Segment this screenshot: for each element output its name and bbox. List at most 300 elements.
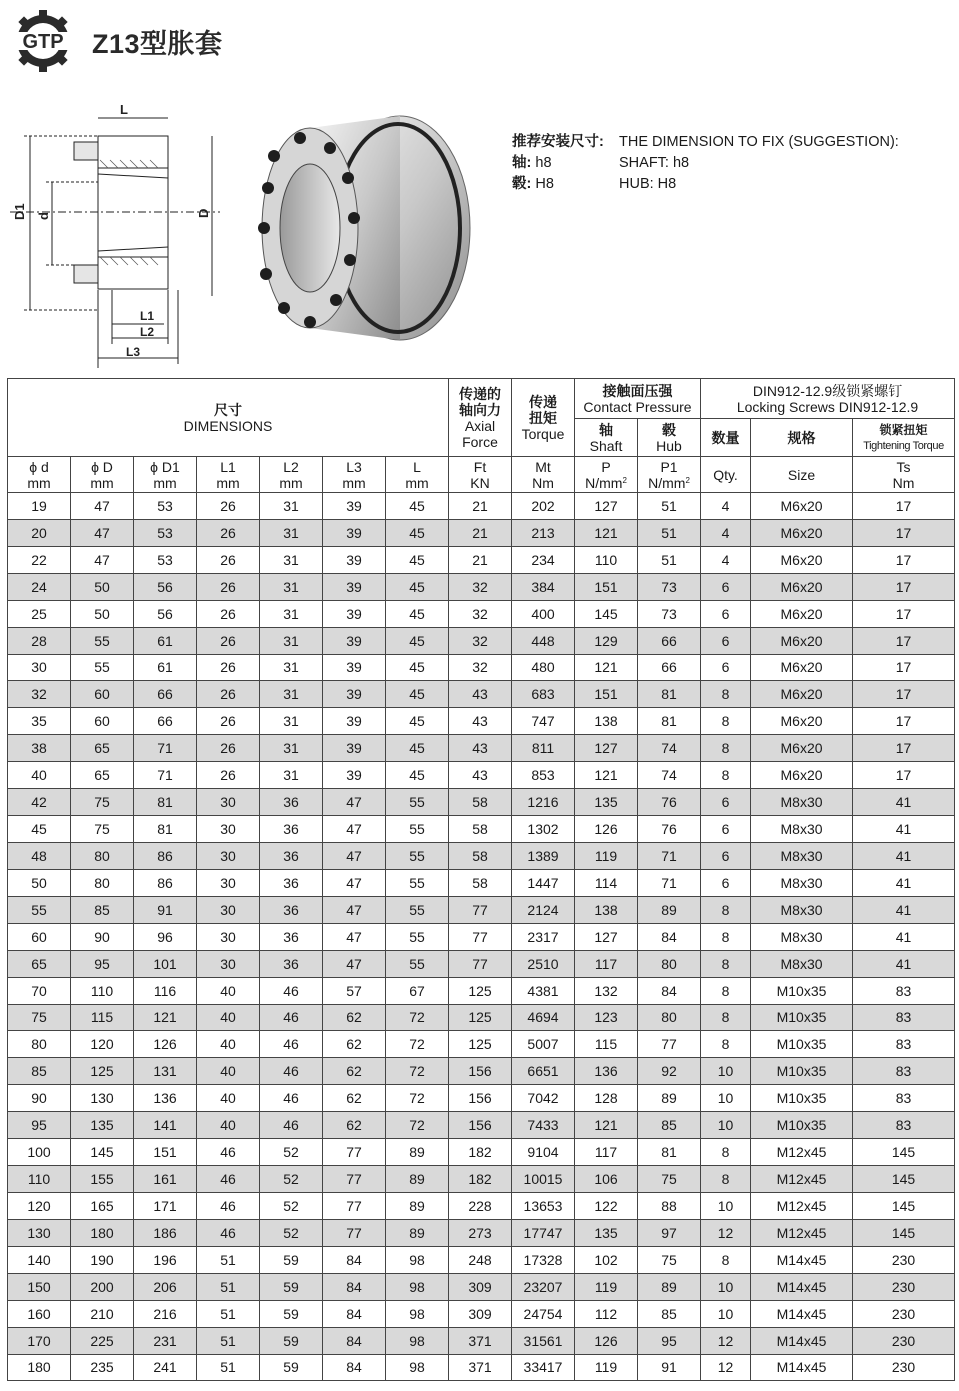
column-header: Size (751, 457, 853, 493)
table-cell: 17 (853, 681, 955, 708)
table-cell: 90 (71, 923, 134, 950)
label-L1: L1 (140, 309, 155, 323)
table-cell: 46 (260, 1112, 323, 1139)
table-cell: 1447 (512, 869, 575, 896)
table-cell: 46 (260, 1004, 323, 1031)
table-cell: 7433 (512, 1112, 575, 1139)
table-cell: M8x30 (751, 896, 853, 923)
table-cell: 138 (575, 708, 638, 735)
table-cell: 36 (260, 816, 323, 843)
table-cell: 55 (386, 816, 449, 843)
table-cell: 9104 (512, 1139, 575, 1166)
table-cell: 83 (853, 1031, 955, 1058)
table-cell: 102 (575, 1246, 638, 1273)
table-row (8, 1139, 955, 1166)
table-cell: 32 (449, 573, 512, 600)
gtp-gear-logo (6, 10, 80, 72)
table-row (8, 842, 955, 869)
table-cell: 114 (575, 869, 638, 896)
table-cell: 73 (638, 600, 701, 627)
table-cell: 46 (260, 977, 323, 1004)
table-cell: 127 (575, 493, 638, 520)
table-cell: 31 (260, 493, 323, 520)
table-cell: 39 (323, 681, 386, 708)
table-row (8, 950, 955, 977)
table-cell: 8 (701, 1139, 751, 1166)
table-cell: 135 (575, 1219, 638, 1246)
table-cell: 309 (449, 1273, 512, 1300)
table-cell: 84 (638, 923, 701, 950)
table-cell: 151 (134, 1139, 197, 1166)
table-cell: M6x20 (751, 708, 853, 735)
table-cell: 43 (449, 708, 512, 735)
table-cell: 46 (197, 1192, 260, 1219)
table-cell: 110 (71, 977, 134, 1004)
column-header: ϕ D mm (71, 457, 134, 493)
fit-hub-zh: 毂: (512, 176, 532, 192)
table-cell: 62 (323, 1031, 386, 1058)
table-cell: 17 (853, 627, 955, 654)
table-cell: 47 (323, 789, 386, 816)
table-cell: 106 (575, 1166, 638, 1193)
table-cell: 53 (134, 493, 197, 520)
table-cell: 17 (853, 519, 955, 546)
table-cell: 17 (853, 735, 955, 762)
table-cell: 31 (260, 762, 323, 789)
fit-hub-en: HUB: H8 (619, 176, 677, 192)
table-cell: 171 (134, 1192, 197, 1219)
table-cell: M6x20 (751, 546, 853, 573)
table-cell: 21 (449, 493, 512, 520)
table-cell: 45 (386, 681, 449, 708)
table-cell: 72 (386, 1085, 449, 1112)
table-row (8, 816, 955, 843)
table-cell: 84 (323, 1246, 386, 1273)
table-cell: 140 (8, 1246, 71, 1273)
table-cell: M8x30 (751, 842, 853, 869)
table-cell: M12x45 (751, 1219, 853, 1246)
table-cell: 86 (134, 842, 197, 869)
table-cell: 180 (8, 1354, 71, 1381)
table-cell: 230 (853, 1327, 955, 1354)
table-cell: 121 (134, 1004, 197, 1031)
table-cell: M6x20 (751, 654, 853, 681)
table-cell: 77 (449, 896, 512, 923)
table-cell: 200 (71, 1273, 134, 1300)
table-cell: 75 (638, 1166, 701, 1193)
table-cell: 26 (197, 627, 260, 654)
table-cell: 309 (449, 1300, 512, 1327)
table-cell: 55 (386, 950, 449, 977)
table-cell: 30 (197, 896, 260, 923)
table-cell: M8x30 (751, 816, 853, 843)
table-cell: 51 (638, 493, 701, 520)
table-cell: 75 (638, 1246, 701, 1273)
shaft-header: 轴 Shaft (575, 419, 638, 457)
table-cell: 151 (575, 573, 638, 600)
table-cell: 39 (323, 762, 386, 789)
table-cell: M6x20 (751, 735, 853, 762)
table-cell: 100 (8, 1139, 71, 1166)
table-cell: 160 (8, 1300, 71, 1327)
table-cell: 55 (386, 842, 449, 869)
table-cell: 39 (323, 519, 386, 546)
table-row (8, 977, 955, 1004)
table-cell: 145 (853, 1166, 955, 1193)
table-cell: 12 (701, 1354, 751, 1381)
table-cell: 43 (449, 762, 512, 789)
table-cell: 62 (323, 1004, 386, 1031)
table-cell: 46 (260, 1031, 323, 1058)
table-cell: M6x20 (751, 762, 853, 789)
size-header-zh: 规格 (751, 419, 853, 457)
table-cell: 80 (638, 1004, 701, 1031)
table-cell: 811 (512, 735, 575, 762)
table-cell: 40 (197, 977, 260, 1004)
table-cell: 57 (323, 977, 386, 1004)
table-cell: 125 (449, 1004, 512, 1031)
table-cell: 135 (71, 1112, 134, 1139)
column-header: Mt Nm (512, 457, 575, 493)
table-cell: 36 (260, 842, 323, 869)
table-cell: 39 (323, 708, 386, 735)
table-cell: M14x45 (751, 1273, 853, 1300)
tightening-torque-header: 锁紧扭矩 Tightening Torque (853, 419, 955, 457)
table-cell: 75 (8, 1004, 71, 1031)
table-cell: 45 (386, 627, 449, 654)
table-cell: M8x30 (751, 923, 853, 950)
table-cell: M6x20 (751, 627, 853, 654)
table-cell: 47 (323, 950, 386, 977)
table-cell: 83 (853, 1112, 955, 1139)
label-d: d (36, 212, 51, 220)
column-header: P $N/mm^2$ (575, 457, 638, 493)
table-cell: 35 (8, 708, 71, 735)
table-cell: 151 (575, 681, 638, 708)
table-row (8, 896, 955, 923)
table-cell: 17 (853, 708, 955, 735)
table-cell: 47 (71, 493, 134, 520)
table-cell: 38 (8, 735, 71, 762)
table-row (8, 1085, 955, 1112)
table-cell: 51 (638, 519, 701, 546)
table-cell: 116 (134, 977, 197, 1004)
table-cell: 119 (575, 1273, 638, 1300)
table-cell: 41 (853, 923, 955, 950)
table-cell: 21 (449, 519, 512, 546)
table-cell: 59 (260, 1273, 323, 1300)
table-cell: 45 (386, 573, 449, 600)
table-cell: M12x45 (751, 1192, 853, 1219)
table-cell: M12x45 (751, 1139, 853, 1166)
table-cell: 128 (575, 1085, 638, 1112)
table-cell: 136 (134, 1085, 197, 1112)
table-cell: 1389 (512, 842, 575, 869)
qty-header-zh: 数量 (701, 419, 751, 457)
table-cell: 26 (197, 546, 260, 573)
table-cell: 80 (8, 1031, 71, 1058)
table-cell: 85 (8, 1058, 71, 1085)
table-cell: 81 (638, 708, 701, 735)
table-cell: 40 (197, 1085, 260, 1112)
table-cell: M6x20 (751, 681, 853, 708)
table-cell: 62 (323, 1058, 386, 1085)
table-cell: 81 (638, 681, 701, 708)
table-cell: 66 (134, 681, 197, 708)
table-cell: 13653 (512, 1192, 575, 1219)
table-cell: M10x35 (751, 1004, 853, 1031)
table-cell: 89 (638, 1085, 701, 1112)
table-cell: 8 (701, 977, 751, 1004)
table-cell: 1302 (512, 816, 575, 843)
table-cell: 125 (71, 1058, 134, 1085)
table-cell: 83 (853, 1085, 955, 1112)
table-cell: 6 (701, 627, 751, 654)
table-cell: 83 (853, 1004, 955, 1031)
table-cell: 210 (71, 1300, 134, 1327)
table-cell: 51 (197, 1246, 260, 1273)
table-cell: 2124 (512, 896, 575, 923)
table-cell: 75 (71, 789, 134, 816)
table-cell: 80 (71, 842, 134, 869)
table-cell: 10015 (512, 1166, 575, 1193)
cross-section-drawing (0, 100, 240, 375)
table-cell: 110 (8, 1166, 71, 1193)
table-cell: 45 (386, 654, 449, 681)
table-cell: 17 (853, 573, 955, 600)
torque-header: 传递 扭矩 Torque (512, 379, 575, 457)
table-cell: 6 (701, 816, 751, 843)
table-cell: 74 (638, 762, 701, 789)
table-cell: 26 (197, 681, 260, 708)
table-cell: M14x45 (751, 1246, 853, 1273)
table-cell: 8 (701, 896, 751, 923)
table-cell: 39 (323, 493, 386, 520)
table-cell: 182 (449, 1139, 512, 1166)
table-cell: 60 (71, 681, 134, 708)
table-cell: 89 (386, 1219, 449, 1246)
table-cell: 55 (71, 627, 134, 654)
table-cell: 31 (260, 681, 323, 708)
table-cell: 86 (134, 869, 197, 896)
table-cell: 59 (260, 1354, 323, 1381)
table-cell: 50 (71, 600, 134, 627)
table-cell: 39 (323, 546, 386, 573)
table-cell: 47 (323, 923, 386, 950)
table-cell: M6x20 (751, 573, 853, 600)
table-cell: 10 (701, 1058, 751, 1085)
table-cell: 58 (449, 842, 512, 869)
table-cell: 40 (8, 762, 71, 789)
table-cell: 72 (386, 1112, 449, 1139)
table-cell: 45 (386, 735, 449, 762)
table-cell: 59 (260, 1327, 323, 1354)
table-cell: M14x45 (751, 1354, 853, 1381)
table-cell: 28 (8, 627, 71, 654)
table-cell: 52 (260, 1166, 323, 1193)
table-cell: 76 (638, 816, 701, 843)
table-cell: 71 (134, 762, 197, 789)
table-cell: 26 (197, 654, 260, 681)
table-cell: 66 (134, 708, 197, 735)
table-cell: 92 (638, 1058, 701, 1085)
table-cell: 4381 (512, 977, 575, 1004)
table-cell: M10x35 (751, 1031, 853, 1058)
table-cell: 6 (701, 789, 751, 816)
table-row (8, 627, 955, 654)
table-cell: 145 (853, 1219, 955, 1246)
table-cell: 62 (323, 1112, 386, 1139)
table-cell: 47 (323, 816, 386, 843)
dimensions-header: 尺寸 DIMENSIONS (8, 379, 449, 457)
table-cell: 186 (134, 1219, 197, 1246)
fit-hub-val: H8 (535, 176, 554, 192)
table-cell: 230 (853, 1354, 955, 1381)
table-cell: M10x35 (751, 1058, 853, 1085)
table-cell: 225 (71, 1327, 134, 1354)
table-cell: 31 (260, 600, 323, 627)
table-cell: 77 (323, 1139, 386, 1166)
table-cell: 45 (386, 493, 449, 520)
table-cell: 853 (512, 762, 575, 789)
fit-recommendation (512, 132, 899, 195)
table-cell: 234 (512, 546, 575, 573)
table-cell: 36 (260, 869, 323, 896)
table-cell: 182 (449, 1166, 512, 1193)
table-cell: 65 (71, 762, 134, 789)
table-cell: 6 (701, 600, 751, 627)
table-cell: 155 (71, 1166, 134, 1193)
table-cell: 55 (386, 923, 449, 950)
table-cell: 8 (701, 762, 751, 789)
label-D1: D1 (12, 203, 27, 220)
table-row (8, 1166, 955, 1193)
table-cell: 17 (853, 600, 955, 627)
locking-assembly-photo (250, 108, 472, 344)
table-cell: 91 (134, 896, 197, 923)
table-cell: 46 (260, 1058, 323, 1085)
table-cell: 241 (134, 1354, 197, 1381)
table-cell: M6x20 (751, 519, 853, 546)
table-cell: 85 (638, 1112, 701, 1139)
table-cell: 58 (449, 789, 512, 816)
table-cell: 8 (701, 1246, 751, 1273)
table-cell: 51 (197, 1327, 260, 1354)
table-cell: 31561 (512, 1327, 575, 1354)
table-cell: 20 (8, 519, 71, 546)
table-cell: 60 (71, 708, 134, 735)
table-cell: 76 (638, 789, 701, 816)
column-header: Ts Nm (853, 457, 955, 493)
table-cell: 206 (134, 1273, 197, 1300)
table-cell: 121 (575, 762, 638, 789)
table-cell: 45 (386, 600, 449, 627)
table-cell: 95 (638, 1327, 701, 1354)
table-cell: 45 (386, 546, 449, 573)
table-cell: 41 (853, 816, 955, 843)
table-cell: 46 (197, 1139, 260, 1166)
table-cell: 30 (197, 842, 260, 869)
table-cell: 30 (197, 789, 260, 816)
table-cell: 135 (575, 789, 638, 816)
table-cell: 17 (853, 546, 955, 573)
table-row (8, 869, 955, 896)
column-units-row (8, 457, 955, 493)
table-cell: 33417 (512, 1354, 575, 1381)
table-cell: 31 (260, 546, 323, 573)
table-cell: 8 (701, 1031, 751, 1058)
table-cell: 59 (260, 1246, 323, 1273)
table-cell: 91 (638, 1354, 701, 1381)
table-cell: 156 (449, 1085, 512, 1112)
table-cell: M10x35 (751, 1112, 853, 1139)
table-cell: 130 (8, 1219, 71, 1246)
table-cell: 448 (512, 627, 575, 654)
table-cell: 26 (197, 493, 260, 520)
table-cell: 41 (853, 896, 955, 923)
table-cell: 180 (71, 1219, 134, 1246)
table-cell: 98 (386, 1246, 449, 1273)
table-cell: 65 (71, 735, 134, 762)
table-cell: M6x20 (751, 600, 853, 627)
table-cell: M6x20 (751, 493, 853, 520)
table-cell: 77 (323, 1192, 386, 1219)
locking-screws-header: DIN912-12.9级锁紧螺钉 Locking Screws DIN912-12.9 (701, 379, 955, 419)
fit-title-en: THE DIMENSION TO FIX (SUGGESTION): (619, 134, 899, 150)
column-header: ϕ D1 mm (134, 457, 197, 493)
hub-header: 毂 Hub (638, 419, 701, 457)
table-cell: M10x35 (751, 977, 853, 1004)
table-cell: 56 (134, 573, 197, 600)
table-cell: 141 (134, 1112, 197, 1139)
table-cell: 213 (512, 519, 575, 546)
table-cell: 10 (701, 1192, 751, 1219)
table-cell: 4 (701, 493, 751, 520)
table-cell: M14x45 (751, 1327, 853, 1354)
table-cell: 4 (701, 546, 751, 573)
table-cell: 66 (638, 654, 701, 681)
table-cell: 98 (386, 1273, 449, 1300)
table-cell: 121 (575, 519, 638, 546)
table-cell: 1216 (512, 789, 575, 816)
spec-table-body (8, 493, 955, 1381)
table-cell: 83 (853, 1058, 955, 1085)
table-cell: 96 (134, 923, 197, 950)
table-row (8, 681, 955, 708)
fit-title-zh: 推荐安装尺寸: (512, 134, 604, 150)
table-cell: 273 (449, 1219, 512, 1246)
table-row (8, 762, 955, 789)
table-cell: 55 (386, 789, 449, 816)
table-cell: 32 (8, 681, 71, 708)
table-cell: 8 (701, 708, 751, 735)
table-row (8, 1246, 955, 1273)
axial-force-header: 传递的 轴向力 Axial Force (449, 379, 512, 457)
table-cell: 26 (197, 708, 260, 735)
table-row (8, 1112, 955, 1139)
table-cell: 228 (449, 1192, 512, 1219)
table-cell: 371 (449, 1327, 512, 1354)
table-cell: 40 (197, 1031, 260, 1058)
table-cell: 8 (701, 735, 751, 762)
table-cell: 36 (260, 923, 323, 950)
table-row (8, 600, 955, 627)
table-cell: 216 (134, 1300, 197, 1327)
table-cell: 21 (449, 546, 512, 573)
table-row (8, 1031, 955, 1058)
table-cell: 6 (701, 654, 751, 681)
table-cell: 131 (134, 1058, 197, 1085)
